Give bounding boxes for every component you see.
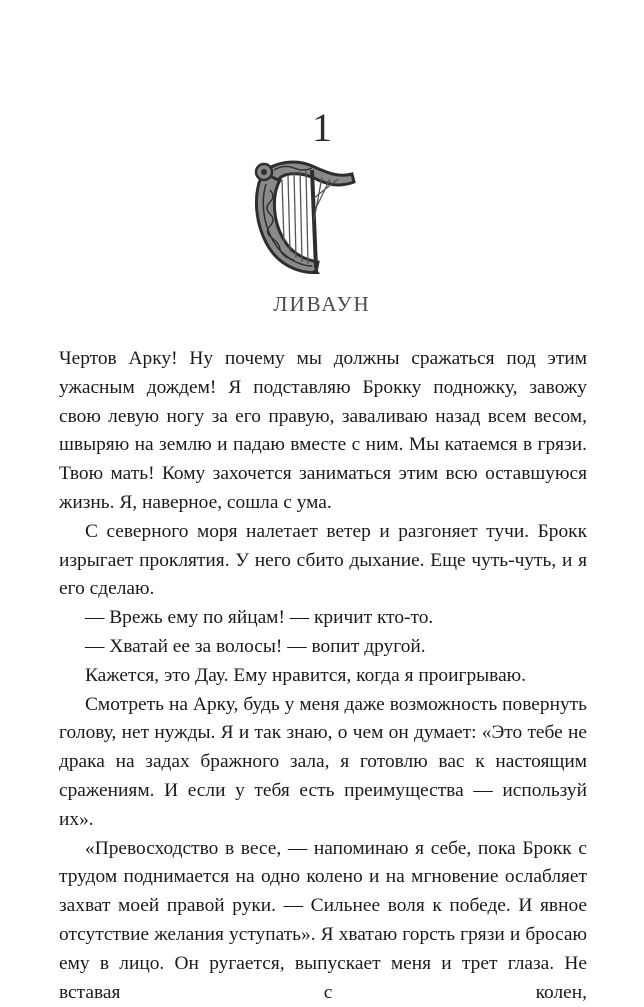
chapter-title: ЛИВАУН (273, 292, 371, 316)
paragraph: — Хватай ее за волосы! — вопит другой. (85, 635, 426, 657)
paragraph: Смотреть на Арку, будь у меня даже возможность повернуть голову, нет нужды. Я и так знаю, о чем он думает: «Это тебе не драка на задах бражного зала, я готовлю вас к настоящим сражениям. И если у тебя есть преимущества — используй их». (59, 693, 587, 830)
paragraph: С северного моря налетает ветер и разгоняет тучи. Брокк изрыгает проклятия. У него сбито дыхание. Еще чуть-чуть, и я его сделаю. (59, 520, 587, 600)
harp-icon (250, 150, 360, 280)
paragraph: Чертов Арку! Ну почему мы должны сражаться под этим ужасным дождем! Я подставляю Брокку подножку, завожу свою левую ногу за его правую, заваливаю назад всем весом, швыряю на землю и падаю вместе с ним. Мы катаемся в грязи. Твою мать! Кому захочется заниматься этим всю оставшуюся жизнь. Я, наверное, сошла с ума. (59, 348, 587, 513)
chapter-number: 1 (312, 105, 332, 150)
paragraph: Кажется, это Дау. Ему нравится, когда я проигрываю. (85, 664, 527, 686)
paragraph: «Превосходство в весе, — напоминаю я себе, пока Брокк с трудом поднимается на одно колено и на мгновение ослабляет захват моей правой руки. — Сильнее воля к победе. И явное отсутствие желания уступать». Я хватаю горсть грязи и бросаю ему в лицо. Он ругается, выпускает меня и трет глаза. Не вставая с колен, (59, 837, 587, 1003)
paragraph: — Врежь ему по яйцам! — кричит кто-то. (85, 607, 434, 629)
chapter-body (59, 345, 587, 1007)
